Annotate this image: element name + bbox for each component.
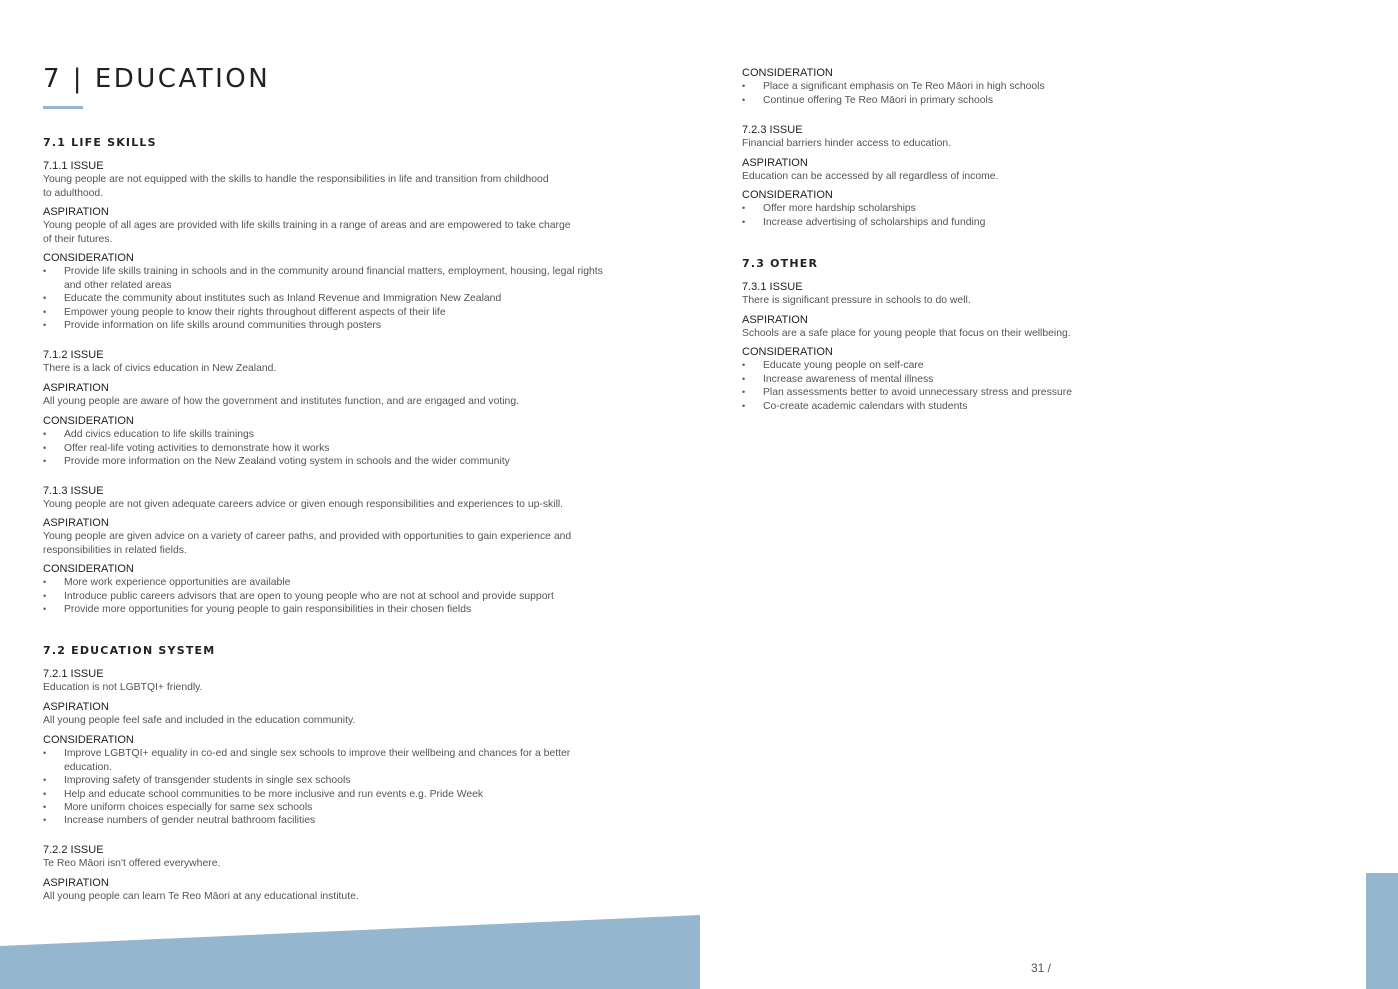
issue-label: 7.1.1 ISSUE [43,160,104,172]
consideration-list [43,428,663,468]
issue-text: Young people are not given adequate careers advice or given enough responsibilities and experiences to up-skill. [43,499,564,511]
list-item: • Offer real-life voting activities to demonstrate how it works [43,442,663,455]
issue-block-7-1-2 [43,349,663,376]
list-item: • Empower young people to know their rights throughout different aspects of their life [43,306,663,319]
list-item: • Co-create academic calendars with students [742,400,1342,413]
issue-text: There is significant pressure in schools to do well. [742,295,971,307]
list-item: • More uniform choices especially for same sex schools [43,801,663,814]
list-item: • Provide information on life skills around communities through posters [43,319,663,332]
consideration-block-7-2-1 [43,734,663,828]
aspiration-block-7-3-1 [742,314,1342,341]
aspiration-text: Young people are given advice on a variety of career paths, and provided with opportunities to gain experience and [43,531,572,543]
issue-text: Education is not LGBTQI+ friendly. [43,682,203,694]
issue-block-7-1-1 [43,160,663,200]
footer-tab-decoration [1366,873,1398,989]
list-item: • Improve LGBTQI+ equality in co-ed and single sex schools to improve their wellbeing and chances for a better education. [43,747,663,774]
issue-label: 7.3.1 ISSUE [742,281,803,293]
consideration-label: CONSIDERATION [43,252,134,264]
consideration-label: CONSIDERATION [742,67,833,79]
issue-block-7-3-1 [742,281,1342,308]
footer-wedge-decoration [0,915,700,989]
issue-text: Financial barriers hinder access to education. [742,138,952,150]
issue-label: 7.1.2 ISSUE [43,349,104,361]
consideration-block-7-2-3 [742,189,1342,229]
aspiration-block-7-2-2 [43,877,663,904]
consideration-block-7-3-1 [742,346,1342,413]
aspiration-block-7-2-1 [43,701,663,728]
title-underline [43,106,83,109]
list-item: • Improving safety of transgender students in single sex schools [43,774,663,787]
aspiration-text: All young people feel safe and included in the education community. [43,715,356,727]
issue-text: to adulthood. [43,187,104,199]
consideration-label: CONSIDERATION [742,346,833,358]
list-item: • Increase awareness of mental illness [742,373,1342,386]
aspiration-label: ASPIRATION [43,206,109,218]
aspiration-text: All young people are aware of how the government and institutes function, and are engaged and voting. [43,396,519,408]
list-item: • Increase advertising of scholarships and funding [742,216,1342,229]
list-item: • Add civics education to life skills trainings [43,428,663,441]
consideration-label: CONSIDERATION [43,734,134,746]
issue-label: 7.2.1 ISSUE [43,668,104,680]
aspiration-text: of their futures. [43,233,113,245]
list-item: • Continue offering Te Reo Māori in primary schools [742,94,1342,107]
page-title: 7 | EDUCATION [43,64,271,94]
aspiration-text: All young people can learn Te Reo Māori at any educational institute. [43,891,359,903]
consideration-block-7-2-2 [742,67,1342,107]
aspiration-block-7-1-3 [43,517,663,557]
consideration-list [43,576,663,616]
consideration-label: CONSIDERATION [43,563,134,575]
page-number: 31 / [1031,961,1052,975]
issue-label: 7.2.2 ISSUE [43,844,104,856]
aspiration-block-7-1-2 [43,382,663,409]
section-heading-education-system: 7.2 EDUCATION SYSTEM [43,644,216,657]
aspiration-text: Schools are a safe place for young people that focus on their wellbeing. [742,328,1071,340]
consideration-list [742,202,1342,229]
consideration-list [742,80,1342,107]
consideration-list [43,265,663,332]
list-item: • Plan assessments better to avoid unnecessary stress and pressure [742,386,1342,399]
consideration-label: CONSIDERATION [742,189,833,201]
list-item: • Help and educate school communities to be more inclusive and run events e.g. Pride Week [43,788,663,801]
aspiration-label: ASPIRATION [742,157,808,169]
consideration-list [742,359,1342,413]
list-item: • Introduce public careers advisors that are open to young people who are not at school and provide support [43,590,663,603]
aspiration-label: ASPIRATION [742,314,808,326]
list-item: • Educate the community about institutes such as Inland Revenue and Immigration New Zealand [43,292,663,305]
list-item: • More work experience opportunities are available [43,576,663,589]
consideration-list [43,747,663,827]
consideration-label: CONSIDERATION [43,415,134,427]
section-heading-other: 7.3 OTHER [742,257,819,270]
aspiration-label: ASPIRATION [43,382,109,394]
list-item: • Provide life skills training in schools and in the community around financial matters, employment, housing, legal rights and other related areas [43,265,663,292]
issue-block-7-1-3 [43,485,663,512]
list-item: • Educate young people on self-care [742,359,1342,372]
aspiration-label: ASPIRATION [43,517,109,529]
aspiration-label: ASPIRATION [43,701,109,713]
aspiration-block-7-2-3 [742,157,1342,184]
aspiration-text: responsibilities in related fields. [43,544,187,556]
issue-block-7-2-2 [43,844,663,871]
aspiration-text: Young people of all ages are provided with life skills training in a range of areas and are empowered to take charge [43,220,571,232]
list-item: • Provide more information on the New Zealand voting system in schools and the wider community [43,455,663,468]
issue-block-7-2-3 [742,124,1342,151]
issue-text: There is a lack of civics education in New Zealand. [43,363,277,375]
issue-label: 7.2.3 ISSUE [742,124,803,136]
consideration-block-7-1-2 [43,415,663,469]
section-heading-life-skills: 7.1 LIFE SKILLS [43,136,157,149]
aspiration-text: Education can be accessed by all regardless of income. [742,171,999,183]
list-item: • Offer more hardship scholarships [742,202,1342,215]
issue-label: 7.1.3 ISSUE [43,485,104,497]
consideration-block-7-1-1 [43,252,663,332]
issue-text: Young people are not equipped with the skills to handle the responsibilities in life and transition from childhood [43,174,549,186]
list-item: • Provide more opportunities for young people to gain responsibilities in their chosen fields [43,603,663,616]
issue-block-7-2-1 [43,668,663,695]
list-item: • Increase numbers of gender neutral bathroom facilities [43,814,663,827]
aspiration-block-7-1-1 [43,206,663,246]
issue-text: Te Reo Māori isn't offered everywhere. [43,858,221,870]
aspiration-label: ASPIRATION [43,877,109,889]
list-item: • Place a significant emphasis on Te Reo Māori in high schools [742,80,1342,93]
consideration-block-7-1-3 [43,563,663,617]
